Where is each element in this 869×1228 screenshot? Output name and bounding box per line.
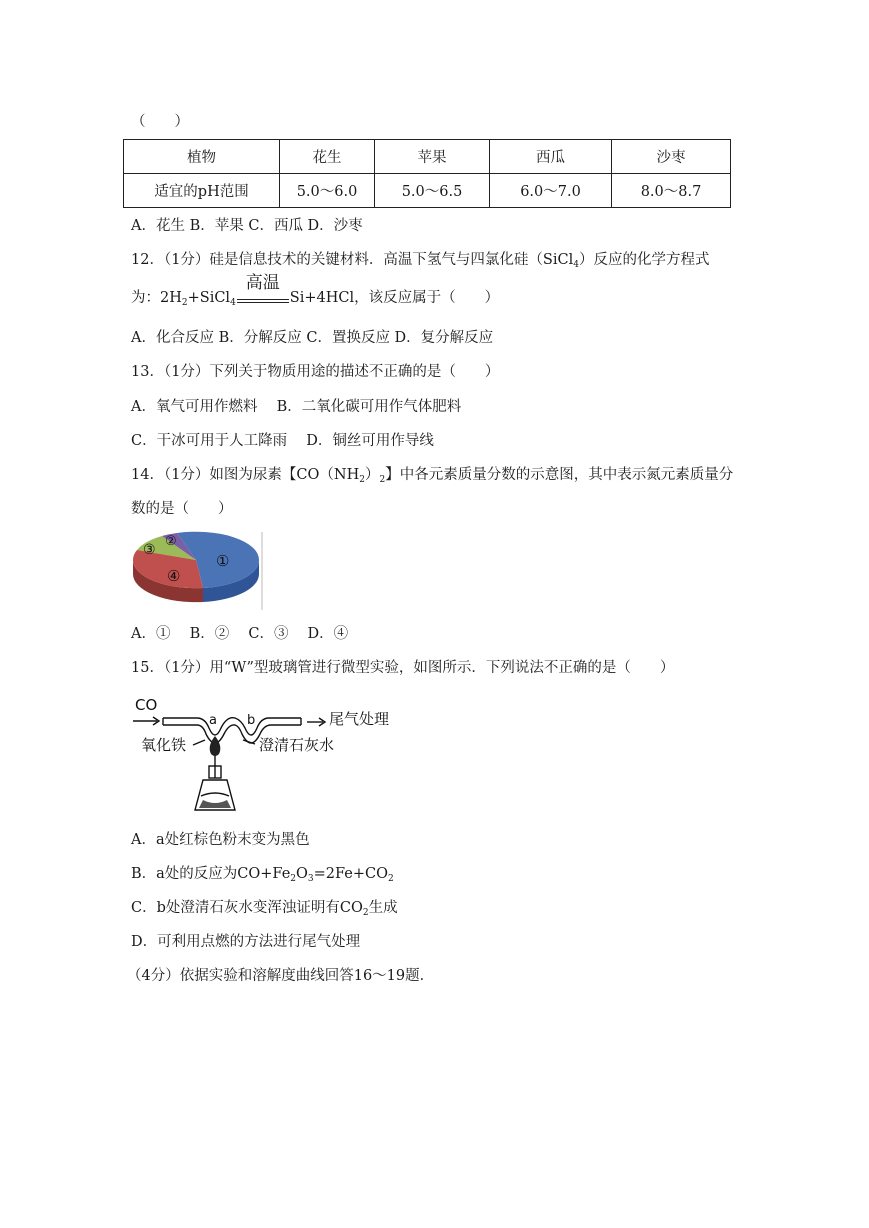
q14-options: A．① B．② C．③ D．④: [131, 626, 349, 642]
q14-text: ）: [364, 467, 380, 483]
pie-label-1: ①: [216, 552, 230, 570]
pointer-iron-oxide: [193, 740, 205, 745]
q12-options: A．化合反应 B．分解反应 C．置换反应 D．复分解反应: [131, 330, 494, 346]
q15-option-c: [131, 898, 398, 923]
q15-option-b: [131, 864, 394, 889]
q14-stem: [131, 465, 733, 490]
label-co: CO: [135, 696, 158, 714]
option-text: C．b处澄清石灰水变浑浊证明有CO: [131, 900, 363, 916]
reaction-condition-arrow: [237, 273, 289, 313]
burner-fuel: [199, 800, 231, 808]
option-text: 生成: [368, 900, 398, 916]
tube-lines: [133, 717, 325, 810]
pie-label-2: ②: [165, 534, 177, 549]
section-footer: （4分）依据实验和溶解度曲线回答16～19题．: [127, 968, 435, 984]
flame-icon: [210, 736, 221, 756]
subscript: 2: [181, 298, 188, 308]
q12-equation: [131, 273, 500, 313]
urea-pie-chart: [131, 528, 265, 612]
label-iron-oxide: 氧化铁: [141, 736, 187, 754]
q14-text: 14．（1分）如图为尿素【CO（NH: [131, 467, 360, 483]
q13-options-ab: A．氧气可用作燃料 B．二氧化碳可用作气体肥料: [131, 399, 462, 415]
option-text: O: [296, 866, 308, 882]
subscript: 2: [388, 874, 394, 884]
table-cell: 适宜的pH范围: [124, 174, 280, 208]
q12-stem: [131, 250, 709, 275]
table-cell: 6.0～7.0: [490, 174, 612, 208]
w-tube-apparatus: [131, 692, 411, 816]
pie-label-3: ③: [143, 542, 156, 558]
q15-option-d: D．可利用点燃的方法进行尾气处理: [131, 934, 361, 950]
table-cell: 苹果: [375, 140, 490, 174]
reaction-condition: 高温: [245, 273, 280, 293]
table-cell: 沙枣: [612, 140, 731, 174]
table-header-row: [124, 140, 731, 174]
table-cell: 植物: [124, 140, 280, 174]
option-text: B．a处的反应为CO+Fe: [131, 866, 291, 882]
burner-liquid: [201, 793, 229, 796]
pie-label-4: ④: [167, 567, 181, 585]
equation-text: 为：2H: [131, 290, 182, 306]
equation-text: Si+4HCl，该反应属于（ ）: [289, 290, 500, 306]
subscript: 2: [362, 908, 369, 918]
q11-paren: （ ）: [131, 114, 189, 130]
label-a: a: [209, 713, 217, 728]
subscript: 4: [230, 298, 236, 308]
subscript: 4: [573, 260, 579, 270]
equation-text: +SiCl: [187, 290, 231, 306]
q14-text: 】中各元素质量分数的示意图，其中表示氮元素质量分: [385, 467, 734, 483]
table-cell: 西瓜: [490, 140, 612, 174]
q12-text: 12．（1分）硅是信息技术的关键材料．高温下氢气与四氯化硅（SiCl: [131, 252, 574, 268]
label-b: b: [247, 713, 256, 728]
table-cell: 花生: [280, 140, 375, 174]
table-cell: 8.0～8.7: [612, 174, 731, 208]
subscript: 2: [290, 874, 297, 884]
q13-stem: 13．（1分）下列关于物质用途的描述不正确的是（ ）: [131, 364, 500, 380]
q11-options: A．花生 B．苹果 C．西瓜 D．沙枣: [131, 218, 363, 234]
q12-text: ）反应的化学方程式: [578, 252, 710, 268]
label-limewater: 澄清石灰水: [259, 736, 335, 754]
subscript: 3: [307, 874, 314, 884]
w-tube-upper: [163, 718, 301, 735]
subscript: 2: [359, 475, 365, 485]
table-cell: 5.0～6.0: [280, 174, 375, 208]
label-tail-gas: 尾气处理: [329, 710, 390, 728]
subscript: 2: [379, 475, 386, 485]
table-cell: 5.0～6.5: [375, 174, 490, 208]
ph-table: [123, 139, 731, 208]
q15-stem: 15．（1分）用“W”型玻璃管进行微型实验，如图所示．下列说法不正确的是（ ）: [131, 660, 675, 676]
table-row: [124, 174, 731, 208]
q14-stem-line2: 数的是（ ）: [131, 501, 233, 517]
option-text: =2Fe+CO: [313, 866, 388, 882]
q13-options-cd: C．干冰可用于人工降雨 D．铜丝可用作导线: [131, 433, 434, 449]
q15-option-a: A．a处红棕色粉末变为黑色: [131, 832, 310, 848]
